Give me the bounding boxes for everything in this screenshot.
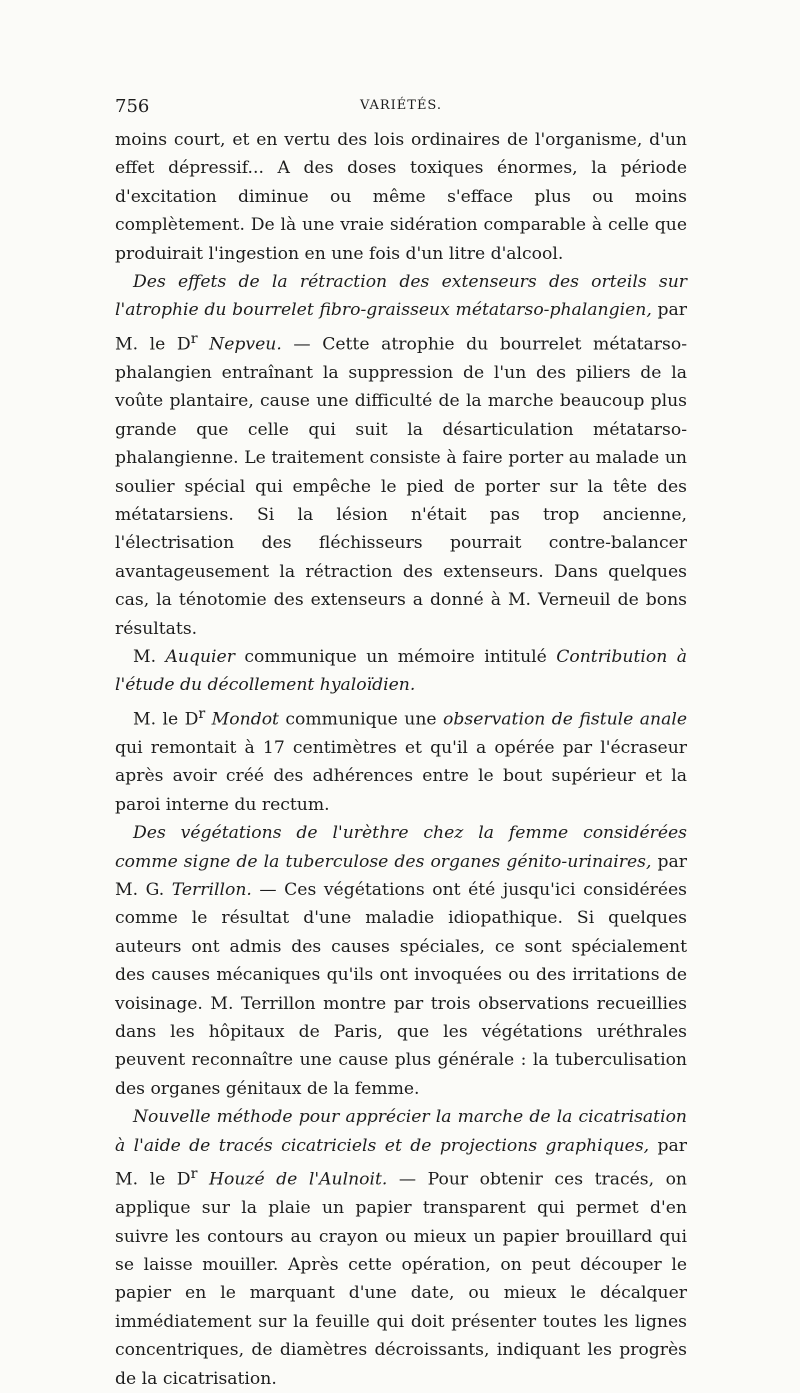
article-title: Contribution à l'étude du décollement hyaloïdien.: [115, 647, 687, 696]
author-name: Mondot: [205, 709, 279, 730]
paragraph: M. Auquier communique un mémoire intitulé Contribution à l'étude du décollement hyaloïdien.: [115, 647, 687, 696]
page-number: 756: [115, 96, 150, 117]
page-header: [115, 96, 687, 126]
article-title: Des végétations de l'urèthre chez la femme considérées comme signe de la tuberculose des organes génito-urinaires,: [115, 823, 687, 872]
paragraph: Des effets de la rétraction des extenseurs des orteils sur l'atrophie du bourrelet fibro-graisseux métatarso-phalangien, par M. le $D^r$ Nepveu. — Cette atrophie du bourrelet métatarso-phalangien entraînant la suppression de l'un des piliers de la voûte plantaire, cause une difficulté de la marche beaucoup plus grande que celle qui suit la désarticulation métatarso-phalangienne. Le traitement consiste à faire porter au malade un soulier spécial qui empêche le pied de porter sur la tête des métatarsiens. Si la lésion n'était pas trop ancienne, l'électrisation des fléchisseurs pourrait contre-balancer avantageusement la rétraction des extenseurs. Dans quelques cas, la ténotomie des extenseurs a donné à M. Verneuil de bons résultats.: [115, 272, 687, 639]
author-name: Auquier: [165, 647, 235, 668]
article-title: Nouvelle méthode pour apprécier la marche de la cicatrisation à l'aide de tracés cicatriciels et de projections graphiques,: [115, 1107, 687, 1156]
paragraph: M. le $D^r$ Mondot communique une observation de fistule anale qui remontait à 17 centimètres et qu'il a opérée par l'écraseur après avoir créé des adhérences entre le bout supérieur et la paroi interne du rectum.: [115, 705, 687, 815]
author-name: Houzé de l'Aulnoit.: [197, 1169, 388, 1190]
page: [115, 96, 687, 1393]
paragraph: moins court, et en vertu des lois ordinaires de l'organisme, d'un effet dépressif... A des doses toxiques énormes, la période d'excitation diminue ou même s'efface plus ou moins complètement. De là une vraie sidération comparable à celle que produirait l'ingestion en une fois d'un litre d'alcool.: [115, 130, 687, 264]
author-name: Nepveu.: [197, 334, 282, 355]
author-name: Terrillon.: [171, 880, 252, 901]
paragraph: Des végétations de l'urèthre chez la femme considérées comme signe de la tuberculose des organes génito-urinaires, par M. G. Terrillon. — Ces végétations ont été jusqu'ici considérées comme le résultat d'une maladie idiopathique. Si quelques auteurs ont admis des causes spéciales, ce sont spécialement des causes mécaniques qu'ils ont invoquées ou des irritations de voisinage. M. Terrillon montre par trois observations recueillies dans les hôpitaux de Paris, que les végétations uréthrales peuvent reconnaître une cause plus générale : la tuberculisation des organes génitaux de la femme.: [115, 823, 687, 1099]
body-text: [115, 126, 687, 1393]
paragraph: Nouvelle méthode pour apprécier la marche de la cicatrisation à l'aide de tracés cicatriciels et de projections graphiques, par M. le $D^r$ Houzé de l'Aulnoit. — Pour obtenir ces tracés, on applique sur la plaie un papier transparent qui permet d'en suivre les contours au crayon ou mieux un papier brouillard qui se laisse mouiller. Après cette opération, on peut découper le papier en le marquant d'une date, ou mieux le décalquer immédiatement sur la feuille qui doit présenter toutes les lignes concentriques, de diamètres décroissants, indiquant les progrès de la cicatrisation.: [115, 1107, 687, 1389]
article-title: observation de fistule anale: [443, 709, 687, 730]
article-title: Des effets de la rétraction des extenseurs des orteils sur l'atrophie du bourrelet fibro-graisseux métatarso-phalangien,: [115, 272, 687, 321]
running-title: VARIÉTÉS.: [359, 98, 443, 113]
